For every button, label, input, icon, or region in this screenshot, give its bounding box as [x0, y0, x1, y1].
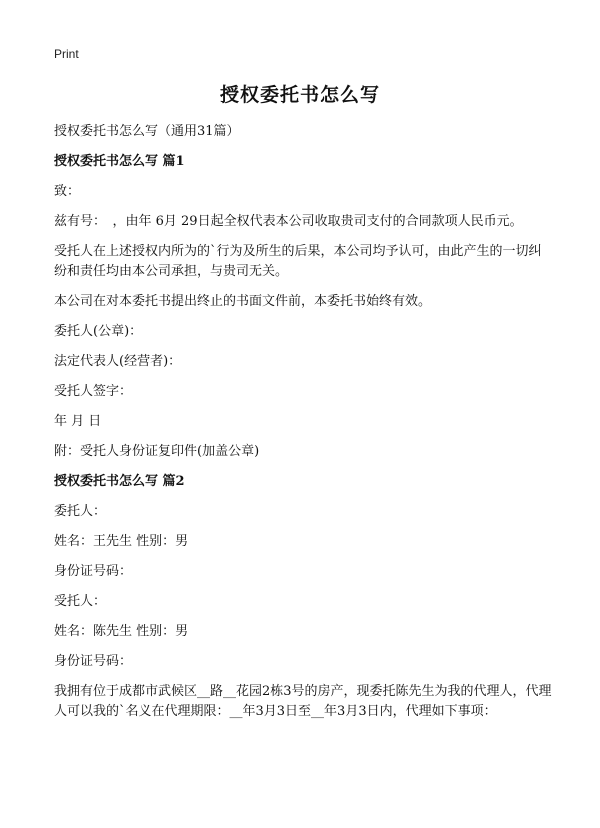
section-heading: 授权委托书怎么写 篇1	[54, 154, 185, 169]
paragraph: 年 月 日	[54, 414, 102, 429]
paragraph: 身份证号码：	[54, 654, 133, 669]
print-label: Print	[54, 47, 79, 61]
document-body	[54, 122, 554, 732]
paragraph: 受托人签字：	[54, 384, 133, 399]
paragraph: 我拥有位于成都市武候区__路__花园2栋3号的房产，现委托陈先生为我的代理人，代理人可以我的`名义在代理期限：__年3月3日至__年3月3日内，代理如下事项：	[54, 684, 552, 719]
paragraph: 受托人：	[54, 594, 107, 609]
section-heading: 授权委托书怎么写 篇2	[54, 474, 185, 489]
paragraph: 兹有号： ，由年 6月 29日起全权代表本公司收取贵司支付的合同款项人民币元。	[54, 214, 523, 229]
paragraph: 本公司在对本委托书提出终止的书面文件前，本委托书始终有效。	[54, 294, 432, 309]
paragraph: 授权委托书怎么写（通用31篇）	[54, 124, 240, 139]
paragraph: 附：受托人身份证复印件(加盖公章)	[54, 444, 260, 459]
paragraph: 委托人(公章)：	[54, 324, 143, 339]
page-title: 授权委托书怎么写	[219, 84, 380, 106]
paragraph: 姓名：王先生 性别：男	[54, 534, 189, 549]
paragraph: 致：	[54, 184, 81, 199]
paragraph: 受托人在上述授权内所为的`行为及所生的后果，本公司均予认可，由此产生的一切纠纷和责任均由本公司承担，与贵司无关。	[54, 244, 542, 279]
paragraph: 姓名：陈先生 性别：男	[54, 624, 189, 639]
paragraph: 委托人：	[54, 504, 107, 519]
paragraph: 法定代表人(经营者)：	[54, 354, 182, 369]
paragraph: 身份证号码：	[54, 564, 133, 579]
